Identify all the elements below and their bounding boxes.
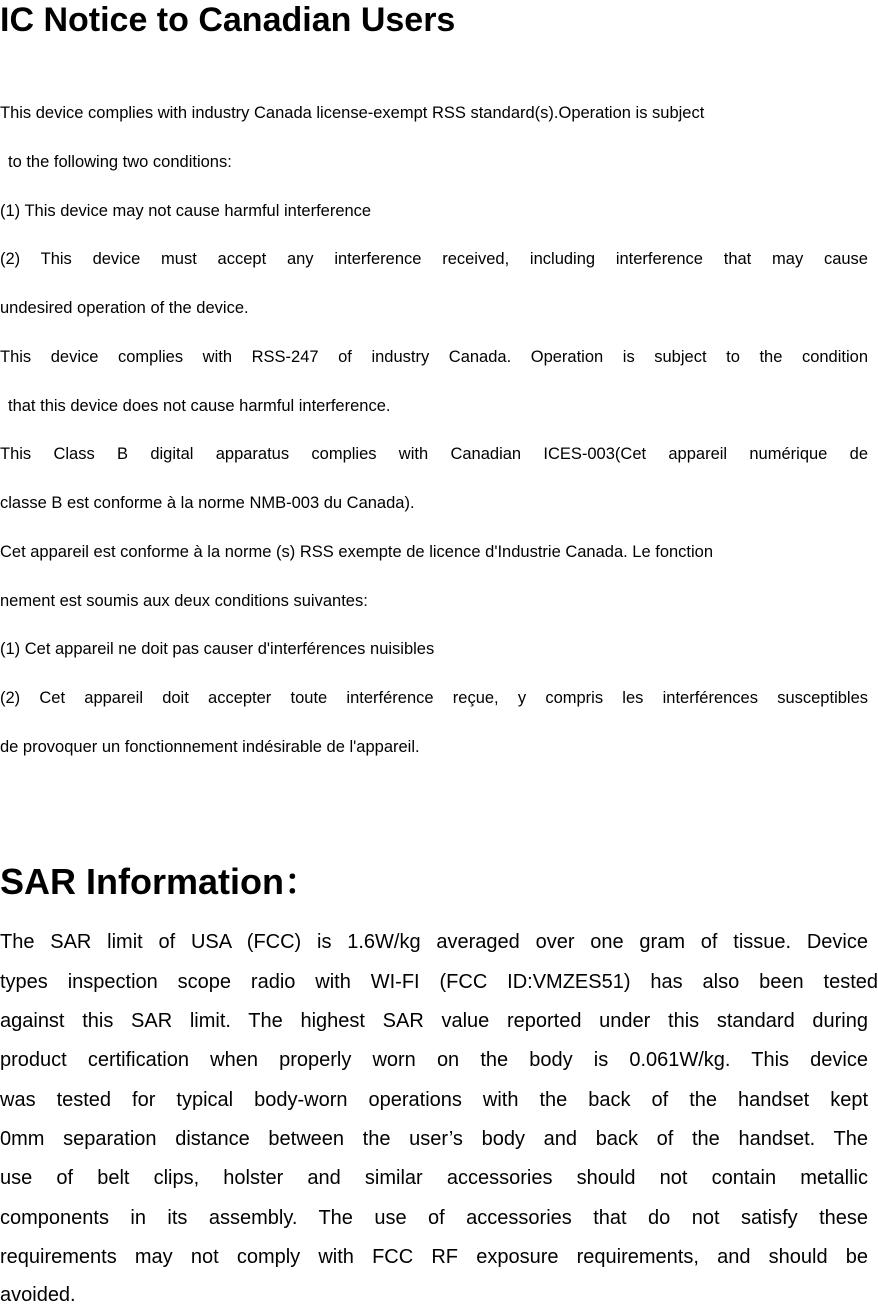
- sar-line: types inspection scope radio with WI-FI (FCC ID:VMZES51) has also been tested: [0, 971, 878, 993]
- ic-line: (1) This device may not cause harmful interference: [0, 202, 372, 220]
- ic-line: classe B est conforme à la norme NMB-003 du Canada).: [0, 494, 415, 512]
- sar-line: 0mm separation distance between the user’s body and back of the handset. The: [0, 1128, 868, 1150]
- sar-line: was tested for typical body-worn operations with the back of the handset kept: [0, 1089, 868, 1111]
- ic-line: de provoquer un fonctionnement indésirable de l'appareil.: [0, 738, 420, 756]
- sar-line: The SAR limit of USA (FCC) is 1.6W/kg averaged over one gram of tissue. Device: [0, 931, 868, 953]
- sar-line: components in its assembly. The use of accessories that do not satisfy these: [0, 1207, 868, 1229]
- ic-line: This device complies with RSS-247 of industry Canada. Operation is subject to the condition: [0, 348, 868, 366]
- ic-line: (2) Cet appareil doit accepter toute interférence reçue, y compris les interférences susceptibles: [0, 689, 868, 707]
- ic-line: (2) This device must accept any interference received, including interference that may cause: [0, 250, 868, 268]
- sar-line: use of belt clips, holster and similar accessories should not contain metallic: [0, 1167, 868, 1189]
- sar-line: requirements may not comply with FCC RF exposure requirements, and should be: [0, 1246, 868, 1268]
- ic-notice-title: IC Notice to Canadian Users: [0, 1, 456, 39]
- ic-line: This device complies with industry Canada license-exempt RSS standard(s).Operation is subject: [0, 104, 705, 122]
- sar-line: against this SAR limit. The highest SAR value reported under this standard during: [0, 1010, 868, 1032]
- sar-information-title: SAR Information：: [0, 861, 320, 902]
- ic-line: that this device does not cause harmful interference.: [8, 397, 391, 415]
- ic-line: to the following two conditions:: [8, 153, 232, 171]
- sar-line: avoided.: [0, 1284, 76, 1306]
- ic-line: Cet appareil est conforme à la norme (s) RSS exempte de licence d'Industrie Canada. Le fonction: [0, 543, 714, 561]
- sar-line: product certification when properly worn on the body is 0.061W/kg. This device: [0, 1049, 868, 1071]
- ic-line: This Class B digital apparatus complies with Canadian ICES-003(Cet appareil numérique de: [0, 445, 868, 463]
- ic-line: nement est soumis aux deux conditions suivantes:: [0, 592, 368, 610]
- ic-line: undesired operation of the device.: [0, 299, 249, 317]
- ic-line: (1) Cet appareil ne doit pas causer d'interférences nuisibles: [0, 640, 435, 658]
